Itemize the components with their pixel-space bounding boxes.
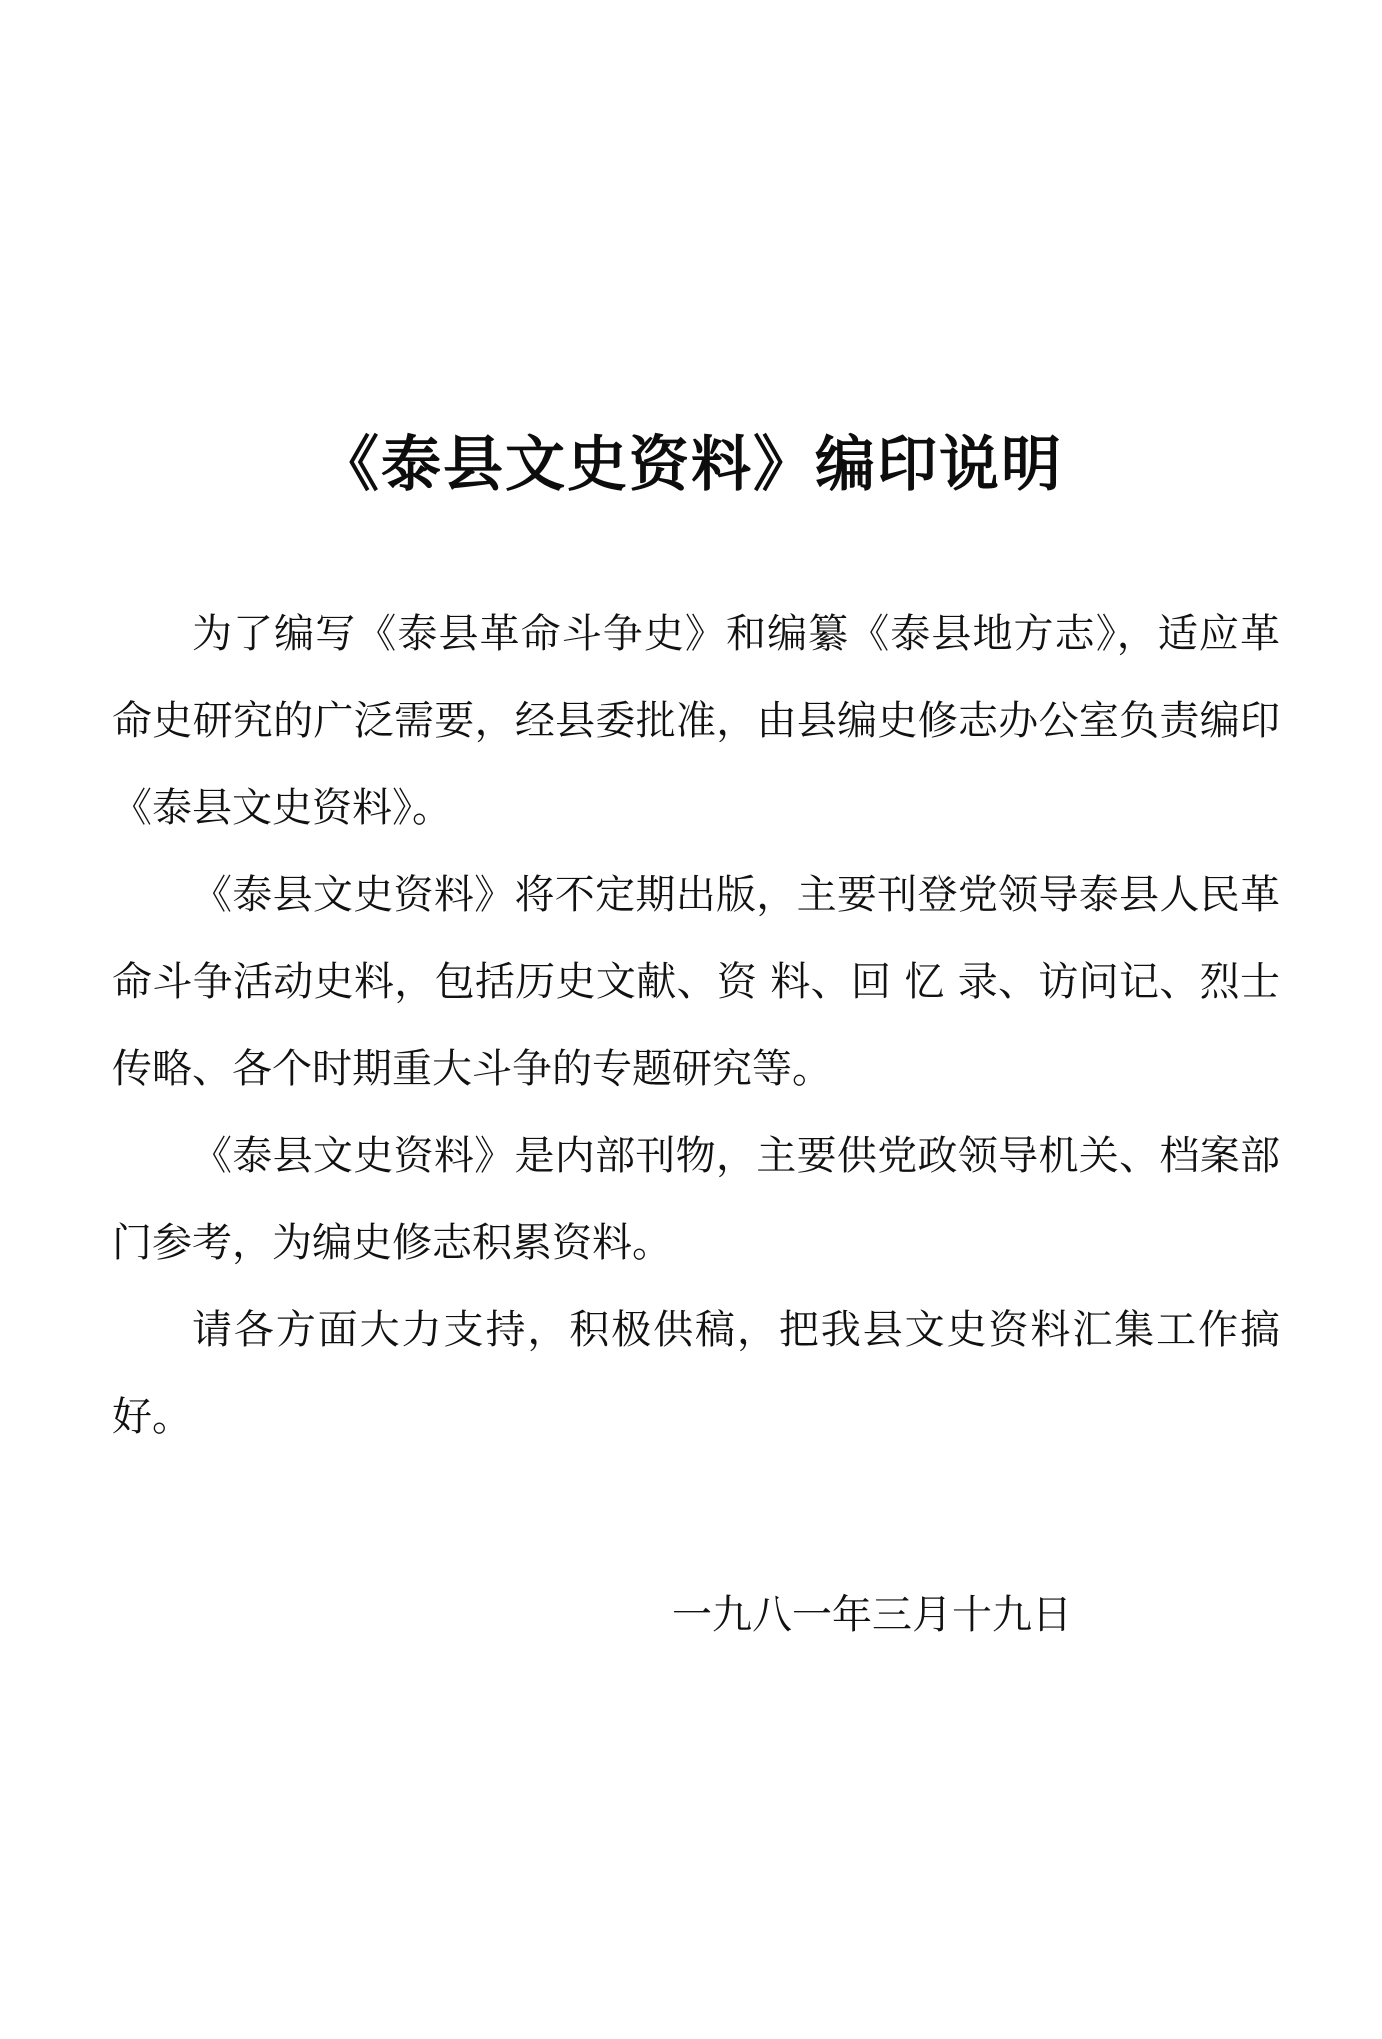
paragraph: 为了编写《泰县革命斗争史》和编纂《泰县地方志》，适应革命史研究的广泛需要，经县委批准，由县编史修志办公室负责编印《泰县文史资料》。 <box>112 611 1280 831</box>
body-text <box>112 591 1280 1461</box>
paragraph: 《泰县文史资料》是内部刊物，主要供党政领导机关、档案部门参考，为编史修志积累资料。 <box>112 1133 1280 1266</box>
page-title: 《泰县文史资料》编印说明 <box>319 430 1063 500</box>
paragraph: 请各方面大力支持，积极供稿，把我县文史资料汇集工作搞好。 <box>112 1307 1280 1440</box>
document-date: 一九八一年三月十九日 <box>672 1592 1072 1638</box>
paragraph: 《泰县文史资料》将不定期出版，主要刊登党领导泰县人民革命斗争活动史料，包括历史文献、资 料、回 忆 录、访问记、烈士传略、各个时期重大斗争的专题研究等。 <box>112 872 1280 1092</box>
